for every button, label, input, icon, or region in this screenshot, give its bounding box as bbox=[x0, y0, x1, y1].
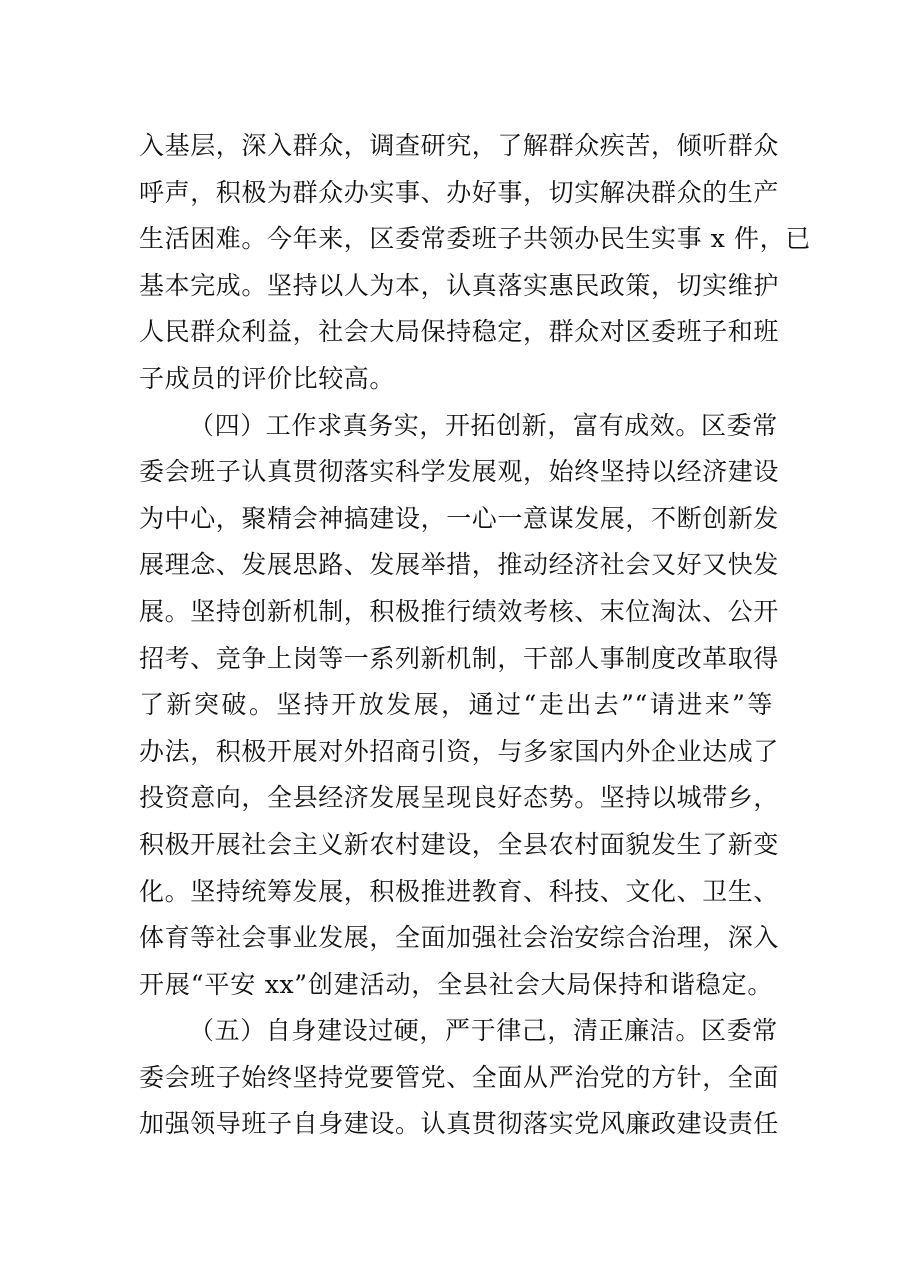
text-line: 为中心，聚精会神搞建设，一心一意谋发展，不断创新发 bbox=[139, 503, 780, 533]
text-line: 化。坚持统筹发展，积极推进教育、科技、文化、卫生、 bbox=[139, 876, 780, 906]
text-line: 了新突破。坚持开放发展，通过“走出去”“请进来”等 bbox=[139, 690, 773, 720]
text-line: 开展“平安 xx”创建活动，全县社会大局保持和谐稳定。 bbox=[139, 969, 773, 999]
text-line: 招考、竞争上岗等一系列新机制，干部人事制度改革取得 bbox=[139, 643, 780, 673]
text-line: 入基层，深入群众，调查研究，了解群众疾苦，倾听群众 bbox=[139, 131, 780, 160]
text-line: （五）自身建设过硬，严于律己，清正廉洁。区委常 bbox=[189, 1016, 778, 1046]
text-line: 呼声，积极为群众办实事、办好事，切实解决群众的生产 bbox=[139, 177, 780, 207]
text-line: 展理念、发展思路、发展举措，推动经济社会又好又快发 bbox=[139, 550, 780, 580]
text-line: 基本完成。坚持以人为本，认真落实惠民政策，切实维护 bbox=[139, 270, 780, 300]
text-line: 子成员的评价比较高。 bbox=[139, 363, 396, 393]
text-line: 委会班子始终坚持党要管党、全面从严治党的方针，全面 bbox=[139, 1062, 780, 1092]
text-line: 展。坚持创新机制，积极推行绩效考核、末位淘汰、公开 bbox=[139, 596, 780, 626]
text-line: 体育等社会事业发展，全面加强社会治安综合治理，深入 bbox=[139, 923, 780, 953]
text-line: 委会班子认真贯彻落实科学发展观，始终坚持以经济建设 bbox=[139, 457, 780, 487]
body-text bbox=[139, 123, 811, 1148]
text-line: 生活困难。今年来，区委常委班子共领办民生实事 x 件，已 bbox=[139, 224, 811, 254]
text-line: 投资意向，全县经济发展呈现良好态势。坚持以城带乡， bbox=[139, 783, 780, 813]
text-line: 办法，积极开展对外招商引资，与多家国内外企业达成了 bbox=[139, 736, 780, 766]
text-line: 加强领导班子自身建设。认真贯彻落实党风廉政建设责任 bbox=[139, 1109, 780, 1139]
text-line: 人民群众利益，社会大局保持稳定，群众对区委班子和班 bbox=[139, 317, 780, 347]
text-line: （四）工作求真务实，开拓创新，富有成效。区委常 bbox=[189, 410, 778, 440]
text-line: 积极开展社会主义新农村建设，全县农村面貌发生了新变 bbox=[139, 829, 780, 859]
